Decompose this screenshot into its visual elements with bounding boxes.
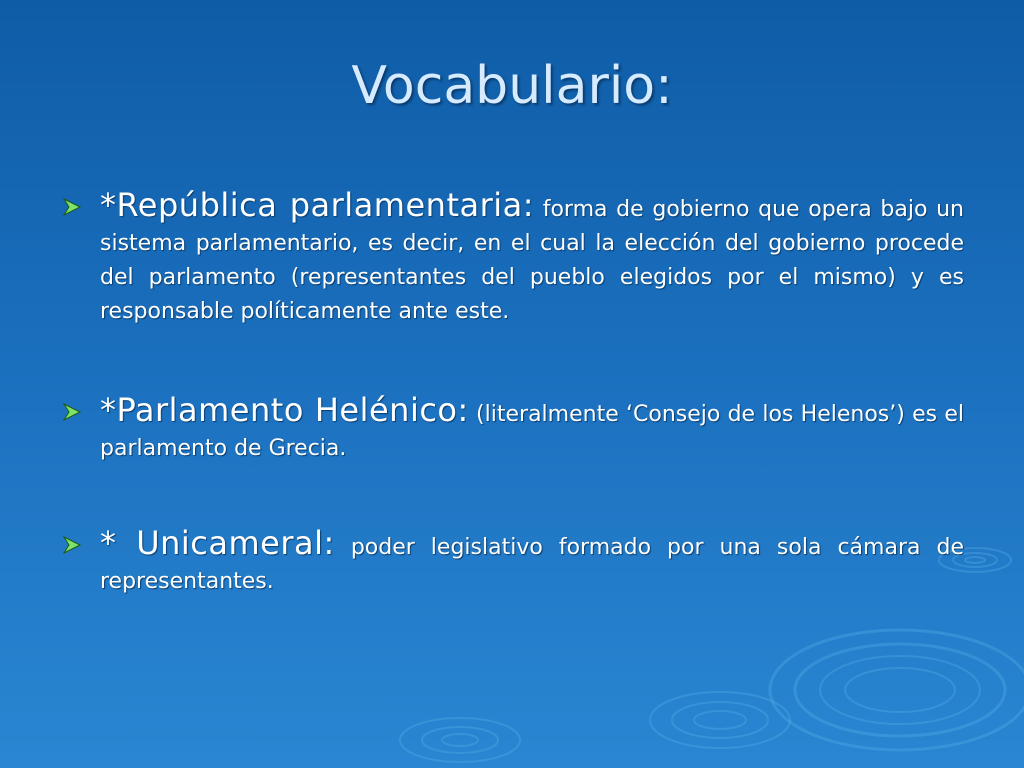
term-label: *República parlamentaria:	[100, 186, 535, 224]
vocabulary-list	[62, 188, 964, 599]
definition-text: poder legislativo formado por una sola cámara de representantes.	[100, 535, 965, 594]
list-item-unicameral	[62, 526, 964, 599]
term-label: *Parlamento Helénico:	[100, 391, 469, 429]
arrow-bullet-icon	[62, 536, 82, 554]
slide-title: Vocabulario:	[351, 56, 673, 116]
arrow-bullet-icon	[62, 403, 82, 421]
definition-text: forma de gobierno que opera bajo un sistema parlamentario, es decir, en el cual la elección del gobierno procede del parlamento (representantes del pueblo elegidos por el mismo) y es responsable políticamente ante este.	[100, 197, 964, 324]
definition-text: (literalmente ‘Consejo de los Helenos’) es el parlamento de Grecia.	[100, 402, 964, 461]
arrow-bullet-icon	[62, 198, 82, 216]
list-item-republica-parlamentaria	[62, 188, 964, 329]
term-label: * Unicameral:	[100, 524, 335, 562]
list-item-parlamento-helenico	[62, 393, 964, 466]
